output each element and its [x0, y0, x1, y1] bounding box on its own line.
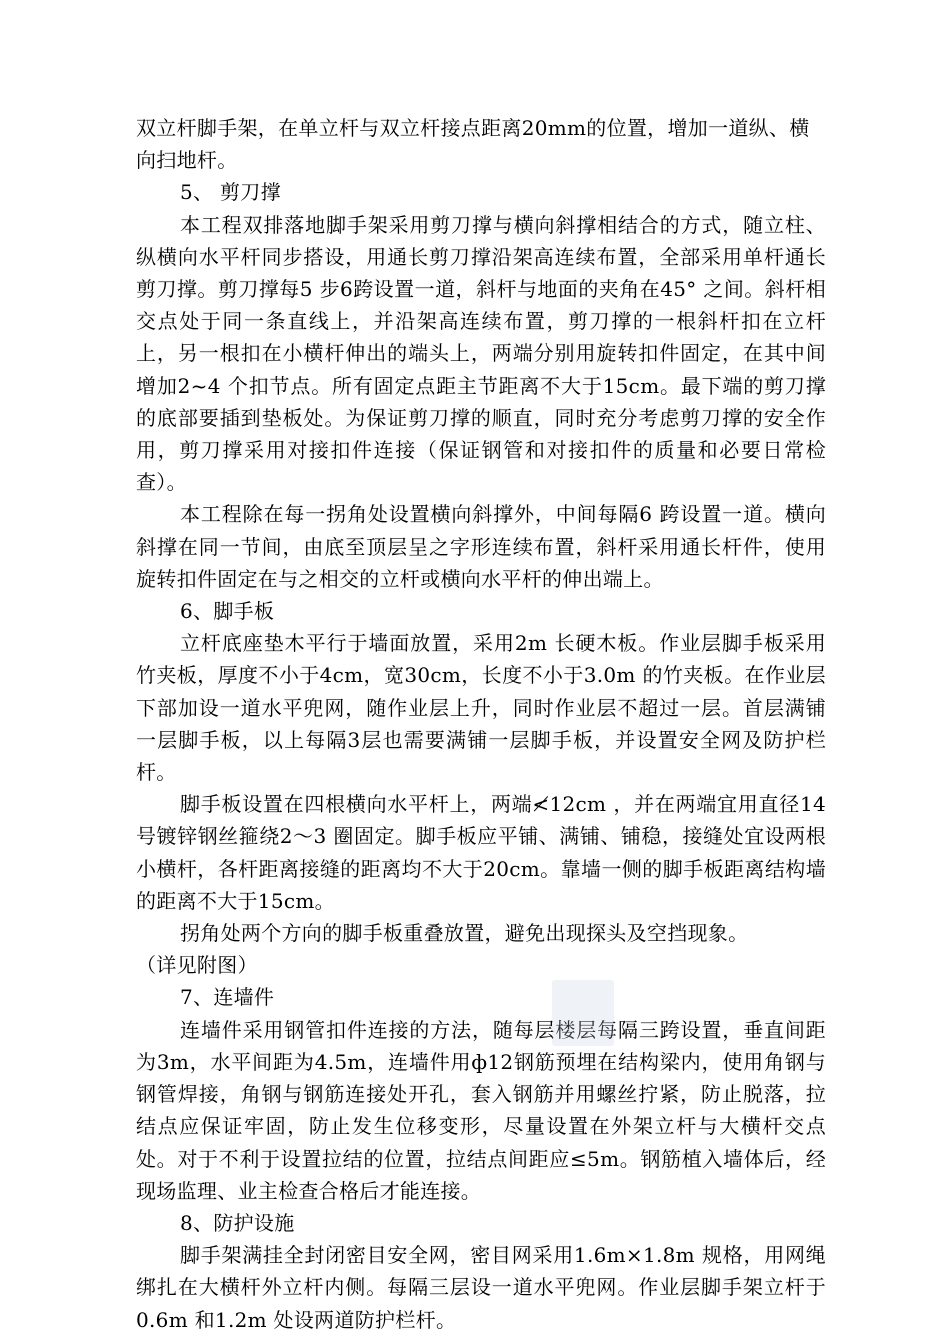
- paragraph-scaffold-board-3: 拐角处两个方向的脚手板重叠放置，避免出现探头及空挡现象。: [180, 921, 749, 946]
- paragraph-scissor-brace: 本工程双排落地脚手架采用剪刀撑与横向斜撑相结合的方式，随立柱、纵横向水平杆同步搭设，用通长剪刀撑沿架高连续布置，全部采用单杆通长剪刀撑。剪刀撑每5 步6跨设置一道，斜杆与地面的夹角在45° 之间。斜杆相交点处于同一条直线上，并沿架高连续布置，剪刀撑的一根斜杆扣在立杆上，另一根扣在小横杆伸出的端头上，两端分别用旋转扣件固定，在其中间增加2~4 个扣节点。所有固定点距主节距离不大于15cm。最下端的剪刀撑的底部要插到垫板处。为保证剪刀撑的顺直，同时充分考虑剪刀撑的安全作用，剪刀撑采用对接扣件连接（保证钢管和对接扣件的质量和必要日常检查）。: [136, 212, 826, 495]
- section-heading-6: 6、脚手板: [180, 599, 275, 624]
- paragraph-protection: 脚手架满挂全封闭密目安全网，密目网采用1.6m×1.8m 规格，用网绳绑扎在大横杆外立杆内侧。每隔三层设一道水平兜网。作业层脚手架立杆于0.6m 和1.2m 处设两道防护栏杆。: [136, 1243, 826, 1332]
- paragraph-transverse-brace: 本工程除在每一拐角处设置横向斜撑外，中间每隔6 跨设置一道。横向斜撑在同一节间，由底至顶层呈之字形连续布置，斜杆采用通长杆件，使用旋转扣件固定在与之相交的立杆或横向水平杆的伸出端上。: [136, 502, 826, 591]
- paragraph-wall-ties: 连墙件采用钢管扣件连接的方法，随每层楼层每隔三跨设置，垂直间距为3m，水平间距为4.5m，连墙件用ф12钢筋预埋在结构梁内，使用角钢与钢管焊接，角钢与钢筋连接处开孔，套入钢筋并用螺丝拧紧，防止脱落，拉结点应保证牢固，防止发生位移变形，尽量设置在外架立杆与大横杆交点处。对于不利于设置拉结的位置，拉结点间距应≤5m。钢筋植入墙体后，经现场监理、业主检查合格后才能连接。: [136, 1017, 826, 1203]
- paragraph-continuation: 双立杆脚手架，在单立杆与双立杆接点距离20mm的位置，增加一道纵、横向扫地杆。: [136, 116, 810, 173]
- faint-watermark: [552, 980, 614, 1046]
- section-heading-5: 5、 剪刀撑: [180, 180, 281, 205]
- section-heading-8: 8、防护设施: [180, 1210, 295, 1235]
- paragraph-see-figure: （详见附图）: [136, 953, 258, 978]
- paragraph-scaffold-board-2: 脚手板设置在四根横向水平杆上，两端≮12cm ，并在两端宜用直径14 号镀锌钢丝箍绕2～3 圈固定。脚手板应平铺、满铺、铺稳，接缝处宜设两根小横杆，各杆距离接缝的距离均不大于20cm。靠墙一侧的脚手板距离结构墙的距离不大于15cm。: [136, 792, 826, 913]
- section-heading-7: 7、连墙件: [180, 985, 275, 1010]
- document-body: [136, 112, 826, 1336]
- paragraph-scaffold-board-1: 立杆底座垫木平行于墙面放置，采用2m 长硬木板。作业层脚手板采用竹夹板，厚度不小于4cm，宽30cm，长度不小于3.0m 的竹夹板。在作业层下部加设一道水平兜网，随作业层上升，同时作业层不超过一层。首层满铺一层脚手板，以上每隔3层也需要满铺一层脚手板，并设置安全网及防护栏杆。: [136, 631, 826, 785]
